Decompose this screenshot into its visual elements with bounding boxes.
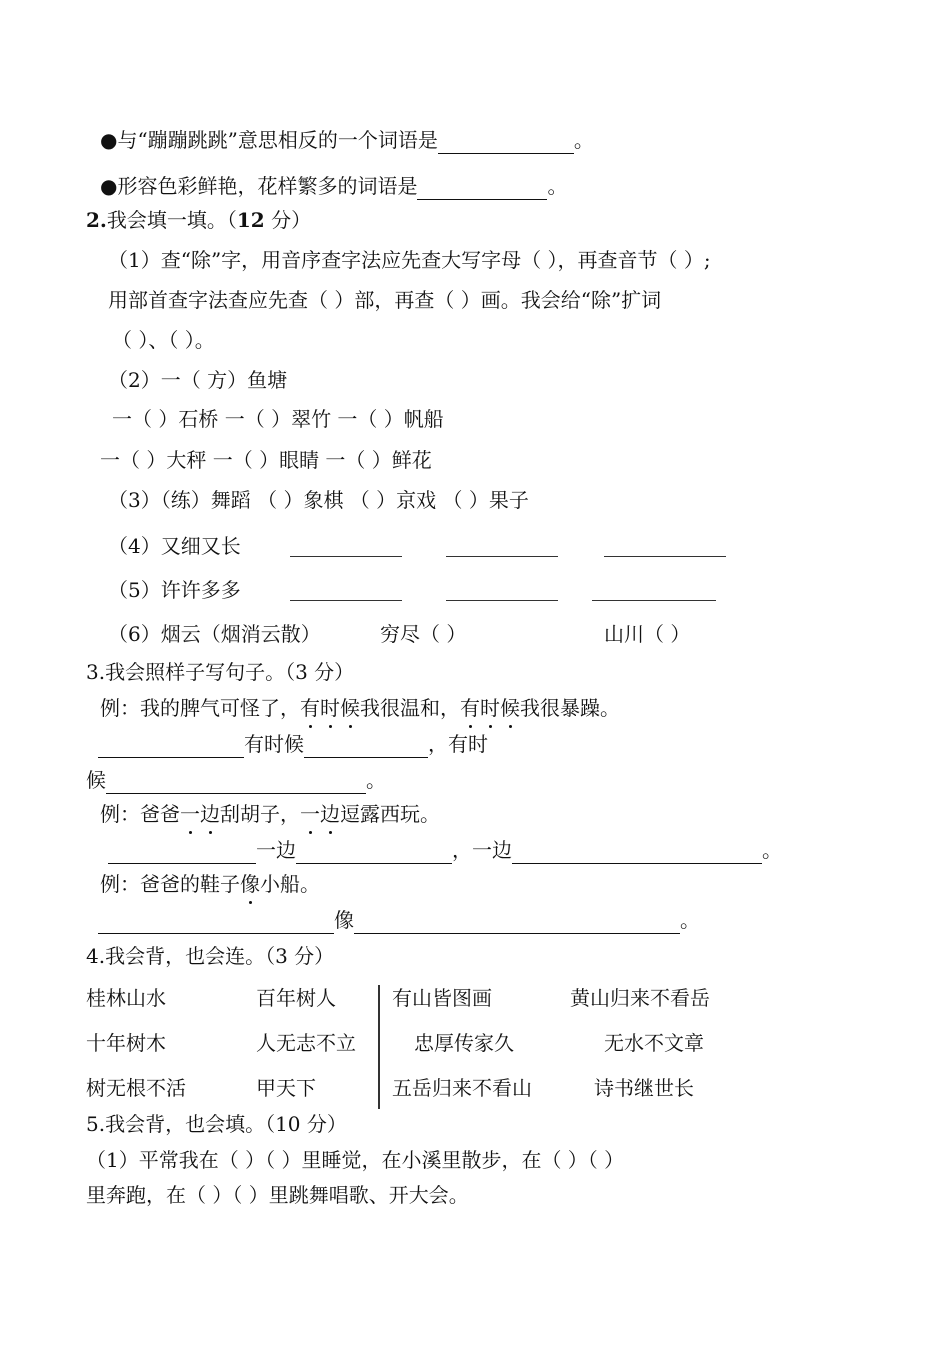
- q1-blank-2[interactable]: [417, 179, 547, 200]
- q3-ex3-text-b: 小船。: [260, 872, 320, 896]
- q2-number: 2.: [86, 208, 107, 232]
- q2-blank-4a[interactable]: [290, 536, 402, 557]
- q1-bullet-2-text: ●形容色彩鲜艳，花样繁多的词语是: [100, 174, 418, 198]
- q3-ex2-text-c: 逗露西玩。: [340, 802, 440, 826]
- q3-fill-2-end: 。: [762, 838, 782, 862]
- q4-right-item[interactable]: 诗书继世长: [594, 1076, 694, 1100]
- q3-ex2-text-b: 刮胡子，: [220, 802, 300, 826]
- q4-left-item[interactable]: 十年树木: [86, 1031, 166, 1055]
- q2-line-6: 一（ ）大秤 一（ ）眼睛 一（ ）鲜花: [100, 448, 432, 472]
- q2-line-10c: 山川（ ）: [604, 622, 691, 646]
- q3-blank-3a[interactable]: [98, 913, 334, 934]
- q3-ex1-text-a: 例：我的脾气可怪了，: [100, 696, 300, 720]
- q3-fill-3-end: 。: [680, 908, 700, 932]
- q3-ex3-dot-char: 像: [240, 872, 260, 896]
- q2-title-end: 分）: [264, 208, 312, 232]
- q4-title: 4.我会背，也会连。（3 分）: [86, 944, 335, 968]
- q3-ex1-text-d: 我很暴躁。: [520, 696, 620, 720]
- q5-line-1: （1）平常我在（ ）（ ）里睡觉，在小溪里散步，在（ ）（ ）: [86, 1148, 625, 1172]
- q3-fill-2-mid: 一边: [256, 838, 296, 862]
- q3-example-3: [100, 870, 320, 898]
- q3-ex2-dot-char: 边: [200, 802, 220, 826]
- q4-right-item[interactable]: 无水不文章: [604, 1031, 704, 1055]
- q3-fill-1: [98, 730, 488, 758]
- q3-fill-1-end: ，有时: [428, 732, 488, 756]
- q3-fill-1b-start: 候: [86, 768, 106, 792]
- q3-blank-2c[interactable]: [512, 843, 762, 864]
- q1-blank-1[interactable]: [438, 133, 574, 154]
- q3-fill-1-mid: 有时候: [244, 732, 304, 756]
- q3-ex2-dot-char: 边: [320, 802, 340, 826]
- q4-left-item[interactable]: 人无志不立: [256, 1031, 356, 1055]
- q2-blank-5b[interactable]: [446, 580, 558, 601]
- q3-ex2-dot-char: 一: [180, 802, 200, 826]
- q4-right-item[interactable]: 忠厚传家久: [414, 1031, 514, 1055]
- q3-example-2: [100, 800, 440, 828]
- q3-fill-2-mid2: ，一边: [452, 838, 512, 862]
- q3-ex2-dot-char: 一: [300, 802, 320, 826]
- q3-fill-1b: [86, 766, 386, 794]
- q1-bullet-2: [100, 172, 567, 200]
- q3-ex3-text-a: 例：爸爸的鞋子: [100, 872, 240, 896]
- q4-right-item[interactable]: 五岳归来不看山: [392, 1076, 532, 1100]
- q2-title-text: 我会填一填。（: [106, 208, 237, 232]
- q3-blank-3b[interactable]: [354, 913, 680, 934]
- q1-bullet-1: [100, 126, 594, 154]
- q3-ex1-dot-char: 候: [340, 696, 360, 720]
- q3-ex1-dot-char: 时: [320, 696, 340, 720]
- q3-fill-2: [108, 836, 782, 864]
- q2-line-10a: （6）烟云（烟消云散）: [108, 622, 321, 646]
- q5-line-2: 里奔跑，在（ ）（ ）里跳舞唱歌、开大会。: [86, 1183, 469, 1207]
- q2-line-10b: 穷尽（ ）: [380, 622, 467, 646]
- q3-fill-3: [98, 906, 700, 934]
- q2-line-9-text: （5）许许多多: [108, 578, 241, 602]
- q3-ex2-text-a: 例：爸爸: [100, 802, 180, 826]
- q2-line-2: 用部首查字法查应先查（ ）部，再查（ ）画。我会给“除”扩词: [108, 288, 662, 312]
- q2-blank-4b[interactable]: [446, 536, 558, 557]
- q2-line-5: 一（ ）石桥 一（ ）翠竹 一（ ）帆船: [112, 407, 444, 431]
- q3-ex1-dot-char: 时: [480, 696, 500, 720]
- q3-fill-3-mid: 像: [334, 908, 354, 932]
- q3-ex1-dot-char: 候: [500, 696, 520, 720]
- q3-fill-1b-end: 。: [366, 768, 386, 792]
- q2-line-8: [108, 532, 241, 560]
- q4-left-item[interactable]: 桂林山水: [86, 986, 166, 1010]
- q2-line-4: （2）一（ 方）鱼塘: [108, 368, 288, 392]
- q2-line-1: （1）查“除”字，用音序查字法应先查大写字母（ ），再查音节（ ）;: [108, 248, 711, 272]
- q1-bullet-1-end: 。: [573, 128, 594, 152]
- q2-blank-5c[interactable]: [592, 580, 716, 601]
- q4-right-item[interactable]: 有山皆图画: [392, 986, 492, 1010]
- q3-blank-1a[interactable]: [98, 737, 244, 758]
- q3-ex1-text-c: 我很温和，: [360, 696, 460, 720]
- q4-divider: [378, 985, 380, 1109]
- q3-blank-2a[interactable]: [108, 843, 256, 864]
- q3-blank-1b[interactable]: [304, 737, 428, 758]
- q1-bullet-1-text: ●与“蹦蹦跳跳”意思相反的一个词语是: [100, 128, 438, 152]
- q2-blank-5a[interactable]: [290, 580, 402, 601]
- q5-title: 5.我会背，也会填。（10 分）: [86, 1112, 347, 1136]
- q2-line-8-text: （4）又细又长: [108, 534, 241, 558]
- q3-blank-1c[interactable]: [106, 773, 366, 794]
- q2-blank-4c[interactable]: [604, 536, 726, 557]
- q4-left-item[interactable]: 树无根不活: [86, 1076, 186, 1100]
- q3-ex1-dot-char: 有: [300, 696, 320, 720]
- q2-line-9: [108, 576, 241, 604]
- q3-blank-2b[interactable]: [296, 843, 452, 864]
- q2-score: 12: [236, 208, 265, 232]
- q3-ex1-dot-char: 有: [460, 696, 480, 720]
- q4-right-item[interactable]: 黄山归来不看岳: [570, 986, 710, 1010]
- q3-title: 3.我会照样子写句子。（3 分）: [86, 660, 355, 684]
- q3-example-1: [100, 694, 620, 722]
- q4-left-item[interactable]: 甲天下: [256, 1076, 316, 1100]
- q2-line-3: （ ）、（ ）。: [112, 328, 215, 352]
- q4-left-item[interactable]: 百年树人: [256, 986, 336, 1010]
- q1-bullet-2-end: 。: [547, 174, 568, 198]
- q2-line-7: （3）（练）舞蹈 （ ）象棋 （ ）京戏 （ ）果子: [108, 488, 529, 512]
- q2-title: [86, 206, 311, 234]
